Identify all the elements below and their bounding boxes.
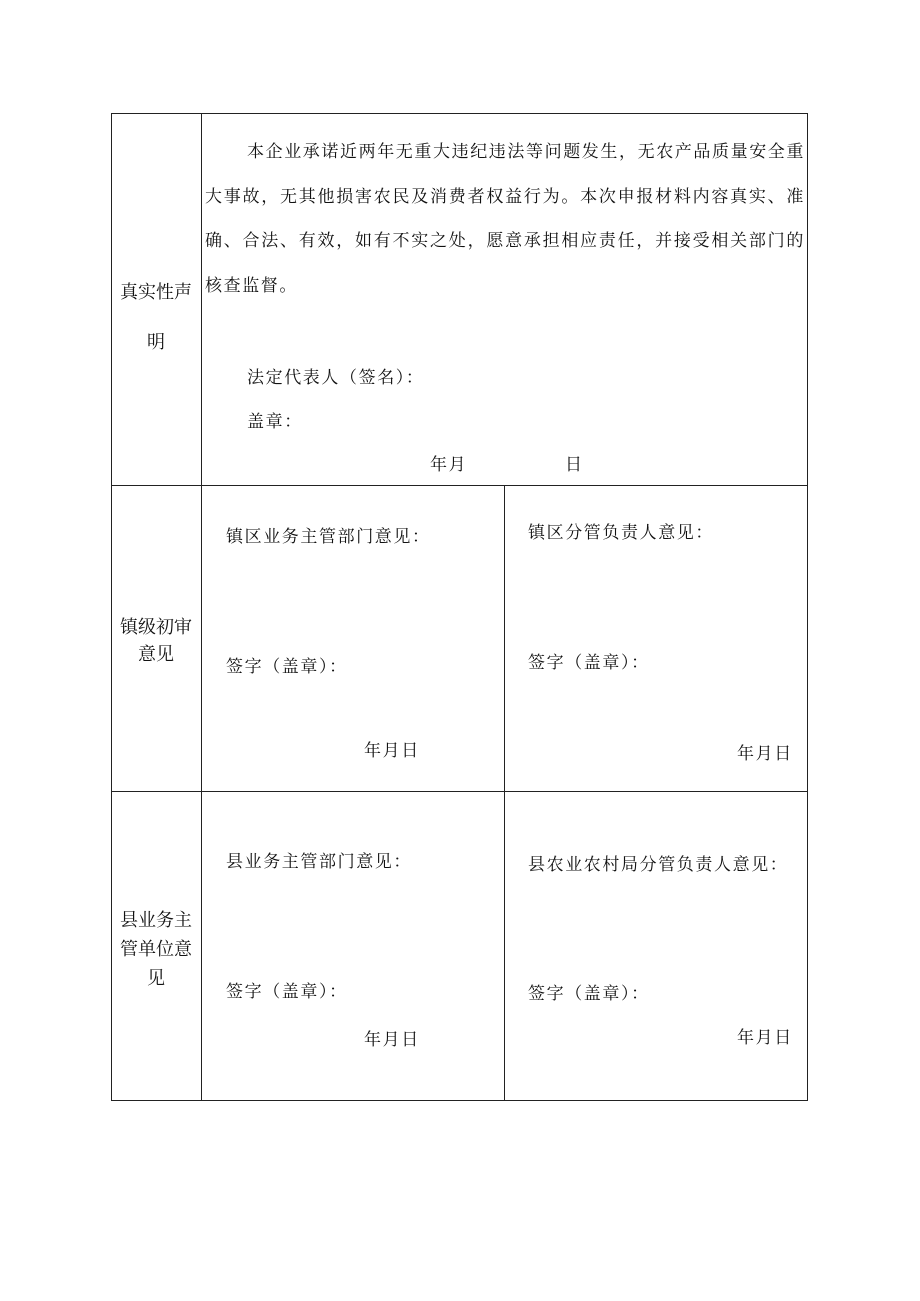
town-dept-signature: 签字（盖章）： (226, 657, 348, 677)
declaration-label-line2: 明 (147, 332, 165, 353)
declaration-text: 本企业承诺近两年无重大违纪违法等问题发生，无农产品质量安全重大事故，无其他损害农民及消费者权益行为。本次申报材料内容真实、准确、合法、有效，如有不实之处，愿意承担相应责任，并接受相关部门的核查监督。 (205, 142, 805, 296)
county-dept-date: 年月日 (364, 1030, 420, 1050)
town-review-label-line1: 镇级初审 (120, 617, 192, 638)
opinion-column-divider (504, 485, 505, 1101)
county-review-label-line2: 管单位意 (120, 939, 192, 960)
town-review-label (111, 614, 201, 668)
legal-representative-signature: 法定代表人（签名）： (247, 368, 425, 388)
county-bureau-date: 年月日 (737, 1028, 793, 1048)
county-bureau-opinion-title: 县农业农村局分管负责人意见： (528, 855, 789, 875)
declaration-date-year-month: 年月 (430, 455, 468, 475)
declaration-label (111, 268, 201, 368)
declaration-label-line1: 真实性声 (120, 282, 192, 303)
town-leader-opinion-title: 镇区分管负责人意见： (528, 523, 714, 543)
row-divider-2 (111, 791, 808, 792)
label-column-divider (201, 113, 202, 1101)
town-leader-signature: 签字（盖章）： (528, 653, 650, 673)
county-review-label (111, 906, 201, 993)
county-review-label-line1: 县业务主 (120, 910, 192, 931)
town-dept-opinion-title: 镇区业务主管部门意见： (226, 527, 431, 547)
county-dept-signature: 签字（盖章）： (226, 982, 348, 1002)
county-review-label-line3: 见 (147, 968, 165, 989)
town-dept-date: 年月日 (364, 741, 420, 761)
county-bureau-signature: 签字（盖章）： (528, 984, 650, 1004)
declaration-date-day: 日 (565, 455, 584, 475)
county-dept-opinion-title: 县业务主管部门意见： (226, 852, 412, 872)
row-divider-1 (111, 485, 808, 486)
town-review-label-line2: 意见 (138, 644, 174, 665)
town-leader-date: 年月日 (737, 744, 793, 764)
seal-field: 盖章： (247, 412, 303, 432)
